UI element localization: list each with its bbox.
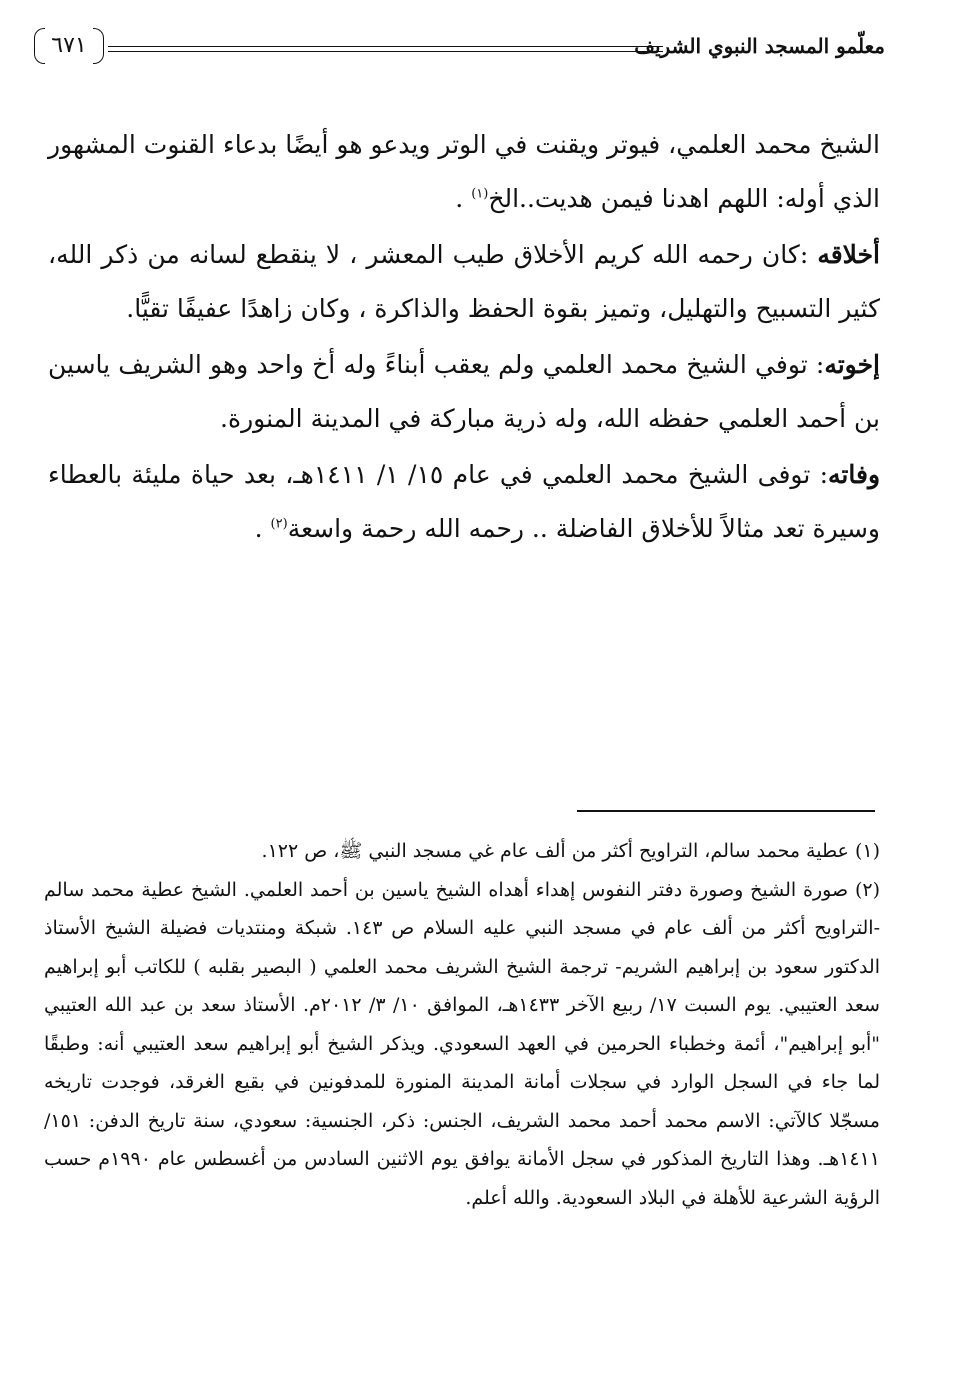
page-number (30, 28, 108, 64)
header-rule (108, 46, 663, 52)
running-title: معلّمو المسجد النبوي الشريف (634, 34, 885, 58)
footnote-2 (44, 871, 880, 1218)
bracket-right (93, 28, 104, 64)
footnote-ref-2[interactable]: (٢) (270, 516, 288, 532)
paragraph-text: :كان رحمه الله كريم الأخلاق طيب المعشر ، لا ينقطع لسانه من ذكر الله، كثير التسبيح والتهليل، وتميز بقوة الحفظ والذاكرة ، وكان زاهدًا عفيفًا تقيًّا. (48, 240, 880, 323)
paragraph-death (48, 448, 880, 556)
footnote-number: (١) (854, 840, 880, 862)
paragraph-text: : توفى الشيخ محمد العلمي في عام ١٥/ ١/ ١٤١١هـ، بعد حياة مليئة بالعطاء وسيرة تعد مثالاً للأخلاق الفاضلة .. رحمه الله رحمة واسعة (48, 460, 880, 543)
page-number-text: ٦٧١ (51, 33, 87, 58)
paragraph-text: : توفي الشيخ محمد العلمي ولم يعقب أبناءً وله أخ واحد وهو الشريف ياسين بن أحمد العلمي حفظه الله، وله ذرية مباركة في المدينة المنورة. (48, 350, 880, 433)
paragraph-end: . (254, 514, 271, 543)
footnote-ref-1[interactable]: (١) (471, 186, 489, 202)
paragraph-intro (48, 118, 880, 226)
footnote-separator (577, 810, 875, 812)
paragraph-end: . (455, 184, 472, 213)
section-label-siblings: إخوته (824, 350, 880, 379)
footnotes (44, 832, 880, 1217)
section-label-character: أخلاقه (817, 240, 880, 269)
footnote-text: عطية محمد سالم، التراويح أكثر من ألف عام غي مسجد النبي ﷺ، ص ١٢٢. (261, 840, 855, 862)
paragraph-character (48, 228, 880, 336)
main-text (48, 118, 880, 556)
paragraph-text: الشيخ محمد العلمي، فيوتر ويقنت في الوتر ويدعو هو أيضًا بدعاء القنوت المشهور الذي أوله: اللهم اهدنا فيمن هديت..الخ (48, 130, 880, 213)
footnote-text: صورة الشيخ وصورة دفتر النفوس إهداء أهداه الشيخ ياسين بن أحمد العلمي. الشيخ عطية محمد سالم -التراويح أكثر من ألف عام في مسجد النبي عليه السلام ص ١٤٣. شبكة ومنتديات فضيلة الشيخ الأستاذ الدكتور سعود بن إبراهيم الشريم- ترجمة الشيخ الشريف محمد العلمي ( البصير بقلبه ) للكاتب أبو إبراهيم سعد العتيبي. يوم السبت ١٧/ ربيع الآخر ١٤٣٣هـ، الموافق ١٠/ ٣/ ٢٠١٢م. الأستاذ سعد بن عبد الله العتيبي "أبو إبراهيم"، أئمة وخطباء الحرمين في العهد السعودي. ويذكر الشيخ أبو إبراهيم سعد العتيبي أنه: وطبقًا لما جاء في السجل الوارد في سجلات أمانة المدينة المنورة للمدفونين في بقيع الغرقد، فوجدت تاريخه مسجّلا كالآتي: الاسم محمد أحمد محمد الشريف، الجنس: ذكر، الجنسية: سعودي، سنة تاريخ الدفن: ١٥١/ ١٤١١هـ. وهذا التاريخ المذكور في سجل الأمانة يوافق يوم الاثنين السادس من أغسطس عام ١٩٩٠م حسب الرؤية الشرعية للأهلة في البلاد السعودية. والله أعلم. (44, 878, 881, 1209)
bracket-left (34, 28, 45, 64)
footnote-number: (٢) (854, 878, 880, 901)
footnote-1 (44, 832, 880, 871)
section-label-death: وفاته (828, 460, 881, 489)
page-header (30, 26, 885, 70)
paragraph-siblings (48, 338, 880, 446)
